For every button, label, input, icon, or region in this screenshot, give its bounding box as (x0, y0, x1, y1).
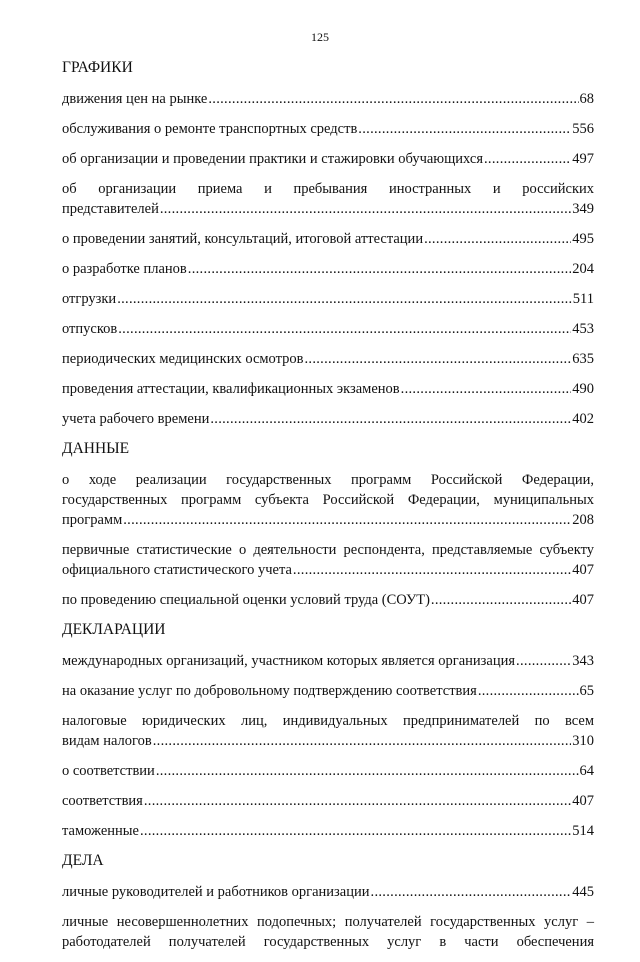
entry-page-number: 407 (572, 562, 594, 578)
entry-line (62, 379, 594, 399)
entry-page-number: 511 (572, 291, 594, 307)
entry-text-line: личные несовершеннолетних подопечных; получателей государственных услуг – (62, 914, 594, 930)
entry-line (62, 229, 594, 249)
dot-leader (140, 821, 571, 841)
entry-line (62, 590, 594, 610)
entry-line (62, 882, 594, 902)
index-entry (62, 409, 594, 429)
entry-line (62, 821, 594, 841)
entry-line (62, 289, 594, 309)
entry-text: личные руководителей и работников организации (62, 884, 370, 900)
entry-page-number: 514 (572, 823, 594, 839)
index-entry-continued (62, 912, 594, 952)
index-entry (62, 590, 594, 610)
entry-line (62, 681, 594, 701)
entry-text-line: о ходе реализации государственных программ Российской Федерации, (62, 472, 594, 488)
index-entry (62, 540, 594, 580)
entry-text-line: первичные статистические о деятельности респондента, представляемые субъекту (62, 542, 594, 558)
index-entry (62, 89, 594, 109)
dot-leader (160, 199, 571, 219)
entry-line (62, 761, 594, 781)
index-entry (62, 791, 594, 811)
entry-page-number: 497 (572, 151, 594, 167)
entry-text: программ (62, 512, 123, 528)
entry-text: официального статистического учета (62, 562, 292, 578)
dot-leader (358, 119, 571, 139)
dot-leader (144, 791, 571, 811)
entry-text: на оказание услуг по добровольному подтверждению соответствия (62, 683, 477, 699)
entry-page-number: 490 (572, 381, 594, 397)
entry-page-number: 65 (579, 683, 594, 699)
entry-page-number: 635 (572, 351, 594, 367)
entry-line (62, 651, 594, 671)
entry-page-number: 68 (579, 91, 594, 107)
dot-leader (208, 89, 578, 109)
index-entry (62, 119, 594, 139)
entry-page-number: 495 (572, 231, 594, 247)
entry-text-line: работодателей получателей государственных услуг в части обеспечения (62, 934, 594, 950)
index-entry (62, 289, 594, 309)
entry-text: обслуживания о ремонте транспортных средств (62, 121, 358, 137)
index-entry (62, 470, 594, 530)
entry-line (62, 791, 594, 811)
index-entry (62, 319, 594, 339)
entry-page-number: 204 (572, 261, 594, 277)
index-entry (62, 651, 594, 671)
entry-line (62, 119, 594, 139)
entry-text: видам налогов (62, 733, 152, 749)
index-entry (62, 179, 594, 219)
entry-line (62, 510, 594, 530)
entry-text: по проведению специальной оценки условий труда (СОУТ) (62, 592, 430, 608)
entry-page-number: 343 (572, 653, 594, 669)
entry-page-number: 407 (572, 592, 594, 608)
entry-line (62, 731, 594, 751)
section-heading: ГРАФИКИ (62, 59, 133, 76)
entry-page-number: 64 (579, 763, 594, 779)
entry-text: представителей (62, 201, 159, 217)
entry-text: отпусков (62, 321, 118, 337)
entry-text-line: налоговые юридических лиц, индивидуальных предпринимателей по всем (62, 713, 594, 729)
index-entry (62, 821, 594, 841)
entry-line (62, 199, 594, 219)
entry-page-number: 402 (572, 411, 594, 427)
section-heading: ДЕКЛАРАЦИИ (62, 621, 166, 638)
index-entry (62, 681, 594, 701)
dot-leader (188, 259, 571, 279)
page-number: 125 (311, 30, 329, 44)
dot-leader (371, 882, 572, 902)
entry-line (62, 259, 594, 279)
entry-page-number: 453 (572, 321, 594, 337)
entry-text: таможенные (62, 823, 139, 839)
index-entry (62, 882, 594, 902)
index-entry (62, 229, 594, 249)
dot-leader (431, 590, 571, 610)
entry-text: о проведении занятий, консультаций, итоговой аттестации (62, 231, 424, 247)
dot-leader (516, 651, 571, 671)
dot-leader (123, 510, 571, 530)
dot-leader (293, 560, 571, 580)
index-content (62, 58, 594, 962)
entry-line (62, 319, 594, 339)
index-entry (62, 349, 594, 369)
entry-page-number: 407 (572, 793, 594, 809)
dot-leader (484, 149, 571, 169)
entry-line (62, 89, 594, 109)
dot-leader (156, 761, 579, 781)
index-entry (62, 379, 594, 399)
entry-page-number: 556 (572, 121, 594, 137)
entry-page-number: 445 (572, 884, 594, 900)
index-entry (62, 761, 594, 781)
entry-line (62, 409, 594, 429)
entry-text: проведения аттестации, квалификационных экзаменов (62, 381, 400, 397)
entry-text-line: государственных программ субъекта Российской Федерации, муниципальных (62, 492, 594, 508)
entry-line (62, 349, 594, 369)
section-heading: ДАННЫЕ (62, 440, 130, 457)
entry-text: движения цен на рынке (62, 91, 208, 107)
entry-page-number: 208 (572, 512, 594, 528)
dot-leader (304, 349, 571, 369)
entry-text: о соответствии (62, 763, 155, 779)
section-heading: ДЕЛА (62, 852, 104, 869)
index-entry (62, 711, 594, 751)
dot-leader (478, 681, 579, 701)
entry-text: соответствия (62, 793, 143, 809)
dot-leader (117, 289, 572, 309)
index-entry (62, 259, 594, 279)
entry-text-line: об организации приема и пребывания иностранных и российских (62, 181, 594, 197)
dot-leader (118, 319, 571, 339)
entry-text: о разработке планов (62, 261, 187, 277)
dot-leader (210, 409, 571, 429)
entry-text: международных организаций, участником которых является организация (62, 653, 516, 669)
dot-leader (424, 229, 571, 249)
entry-page-number: 349 (572, 201, 594, 217)
entry-line (62, 149, 594, 169)
entry-page-number: 310 (572, 733, 594, 749)
entry-text: периодических медицинских осмотров (62, 351, 304, 367)
dot-leader (153, 731, 572, 751)
entry-text: учета рабочего времени (62, 411, 210, 427)
index-entry (62, 149, 594, 169)
entry-text: отгрузки (62, 291, 117, 307)
entry-line (62, 560, 594, 580)
dot-leader (401, 379, 572, 399)
entry-text: об организации и проведении практики и стажировки обучающихся (62, 151, 483, 167)
